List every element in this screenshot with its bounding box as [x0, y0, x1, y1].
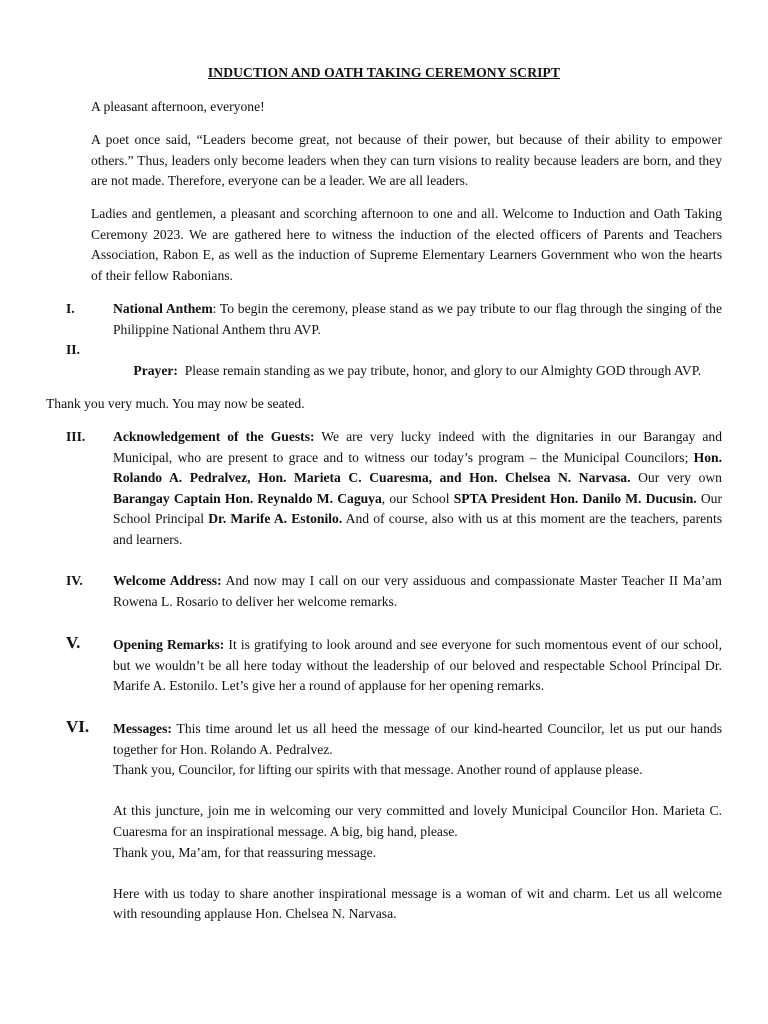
- item-heading: Messages:: [113, 721, 172, 736]
- narvasa-message-paragraph: Here with us today to share another inspirational message is a woman of wit and charm. Let us all welcome with resounding applause Hon. Chelsea N. Narvasa.: [113, 885, 722, 922]
- item-heading: Prayer:: [133, 362, 178, 378]
- item-opening-remarks: [66, 635, 722, 697]
- item-welcome-address: [66, 571, 722, 612]
- item-heading: Welcome Address:: [113, 573, 222, 588]
- cuaresma-message-paragraph: At this juncture, join me in welcoming our very committed and lovely Municipal Councilor Hon. Marieta C. Cuaresma for an inspirational message. A big, big hand, please.: [113, 803, 722, 839]
- item-heading: Opening Remarks:: [113, 637, 225, 652]
- item-text: And of course, also with us at this moment are the teachers, parents and learners.: [113, 511, 723, 547]
- item-number: I.: [66, 301, 75, 316]
- item-acknowledgement: [66, 427, 722, 551]
- item-text: We are very lucky indeed with the dignitaries in our Barangay and Municipal, who are present to grace and to witness our today’s program – the Municipal Councilors;: [113, 429, 723, 465]
- document-title: INDUCTION AND OATH TAKING CEREMONY SCRIPT: [207, 65, 561, 80]
- principal-name: Dr. Marife A. Estonilo.: [208, 511, 343, 527]
- item-national-anthem: [66, 299, 722, 340]
- barangay-captain-name: Barangay Captain Hon. Reynaldo M. Caguya: [113, 490, 382, 506]
- greeting: A pleasant afternoon, everyone!: [91, 99, 265, 114]
- item-prayer: [66, 340, 722, 402]
- seated-line: Thank you very much. You may now be seated.: [46, 396, 305, 411]
- spta-president-name: SPTA President Hon. Danilo M. Ducusin.: [453, 490, 697, 506]
- item-text: : To begin the ceremony, please stand as we pay tribute to our flag through the singing of the Philippine National Anthem thru AVP.: [113, 301, 722, 337]
- item-number: III.: [66, 429, 86, 444]
- thanks-maam-line: Thank you, Ma’am, for that reassuring message.: [113, 844, 377, 860]
- councilors-names: Hon. Rolando A. Pedralvez, Hon. Marieta C. Cuaresma, and Hon. Chelsea N. Narvasa.: [113, 449, 722, 486]
- welcome-paragraph: Ladies and gentlemen, a pleasant and scorching afternoon to one and all. Welcome to Induction and Oath Taking Ceremony 2023. We are gathered here to witness the induction of the elected officers of Parents and Teachers Association, Rabon E, as well as the induction of Supreme Elementary Learners Government who won the hearts of their fellow Rabonians.: [91, 206, 722, 283]
- item-text: , our School: [381, 490, 454, 506]
- item-heading: National Anthem: [113, 301, 213, 316]
- item-text: This time around let us all heed the message of our kind-hearted Councilor, let us put our hands together for Hon. Rolando A. Pedralvez.: [113, 721, 722, 757]
- item-number: VI.: [66, 717, 90, 736]
- item-text: Our very own: [630, 470, 722, 486]
- item-text: And now may I call on our very assiduous and compassionate Master Teacher II Ma’am Rowena L. Rosario to deliver her welcome remarks.: [113, 573, 722, 609]
- item-text: Our School Principal: [113, 490, 723, 527]
- item-number: II.: [66, 342, 80, 357]
- item-number: IV.: [66, 573, 83, 588]
- item-messages: [66, 719, 722, 925]
- thanks-councilor-line: Thank you, Councilor, for lifting our spirits with that message. Another round of applause please.: [113, 762, 643, 778]
- item-text: Please remain standing as we pay tribute, honor, and glory to our Almighty GOD through AVP.: [177, 362, 702, 378]
- item-heading: Acknowledgement of the Guests:: [113, 429, 315, 444]
- poet-quote-paragraph: A poet once said, “Leaders become great, not because of their power, but because of their ability to empower others.” Thus, leaders only become leaders when they can turn visions to reality because leaders are born, and they are not made. Therefore, everyone can be a leader. We are all leaders.: [91, 132, 722, 189]
- item-text: It is gratifying to look around and see everyone for such momentous event of our school, but we wouldn’t be all here today without the leadership of our beloved and respectable School Principal Dr. Marife A. Estonilo. Let’s give her a round of applause for her opening remarks.: [113, 637, 722, 694]
- item-number: V.: [66, 633, 81, 652]
